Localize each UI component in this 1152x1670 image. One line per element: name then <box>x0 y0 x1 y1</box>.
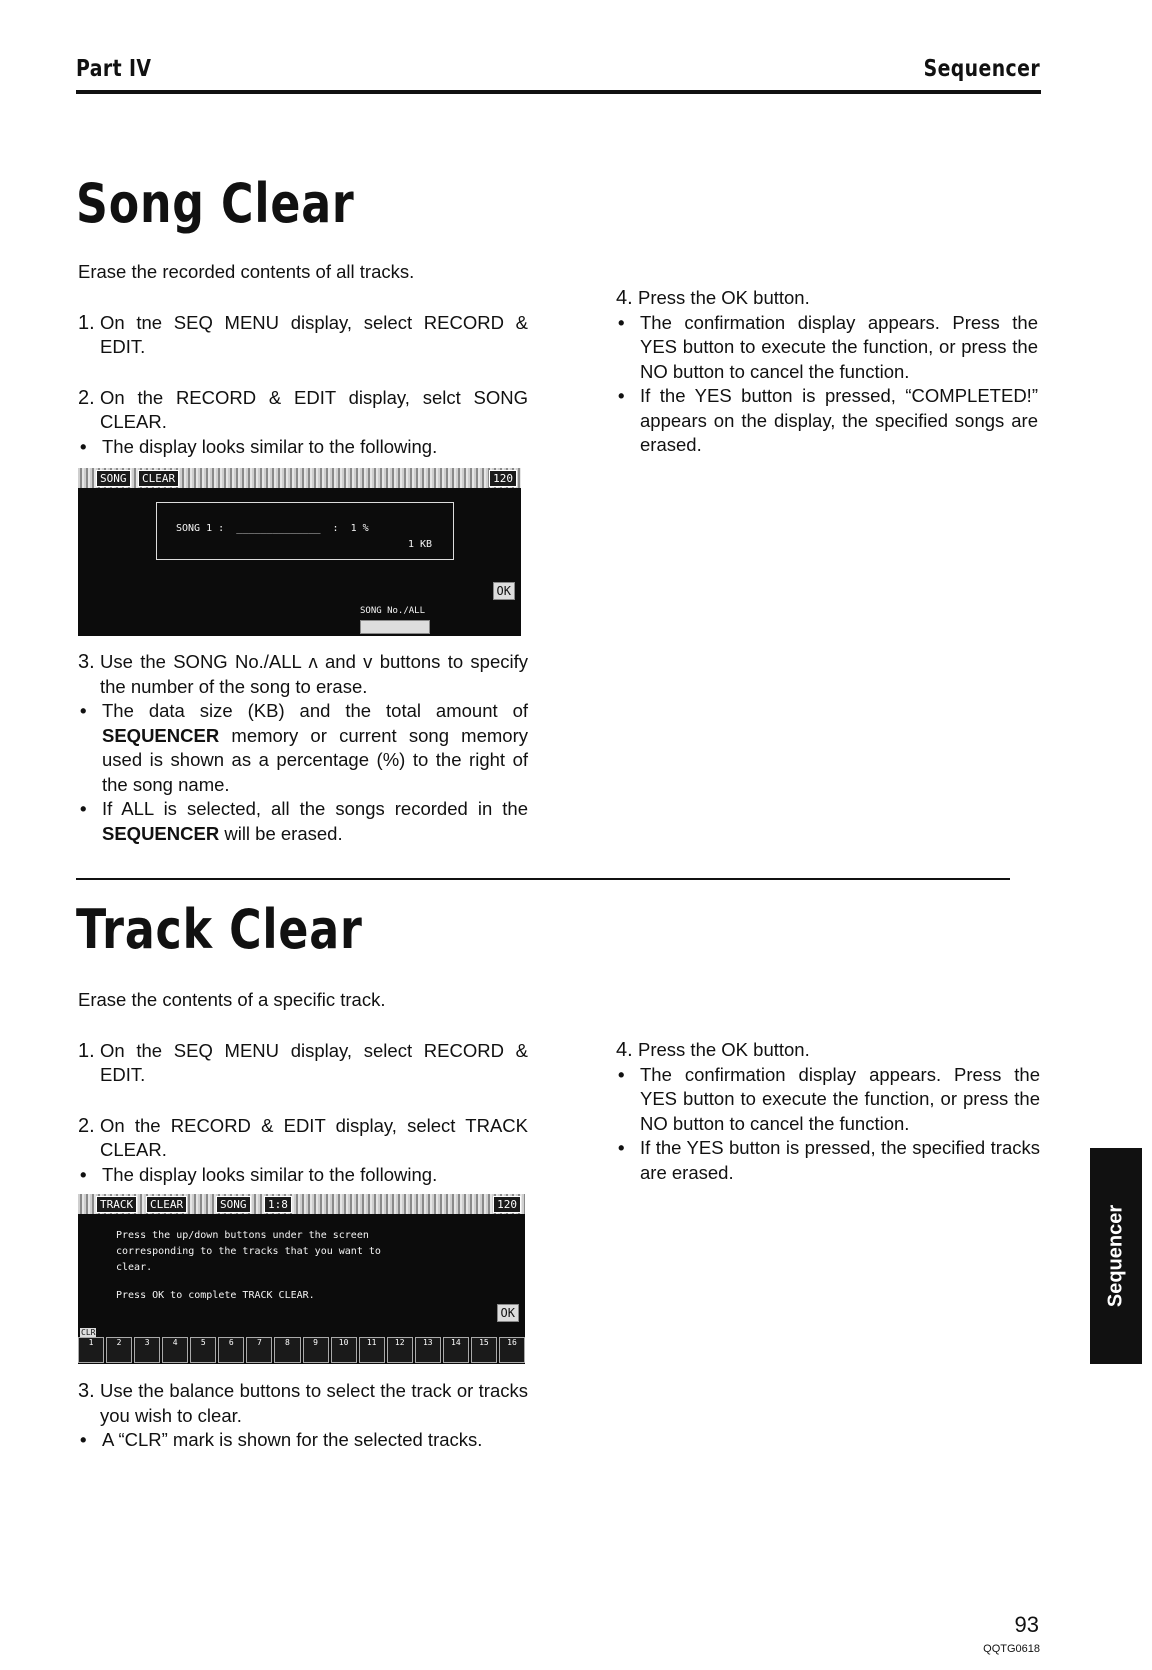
song-clear-title: Song Clear <box>76 172 355 235</box>
step-text: On the SEQ MENU display, select RECORD & EDIT. <box>100 1039 528 1085</box>
bullet-text: The confirmation display appears. Press the YES button to execute the function, or press the NO button to cancel the function. <box>640 311 1038 382</box>
step-text: Press the OK button. <box>638 1039 810 1060</box>
track-clear-title: Track Clear <box>76 898 363 961</box>
song-clear-bullet-confirm <box>616 311 1038 385</box>
bullet-dot: • <box>80 1429 87 1450</box>
track-button[interactable]: 13 <box>415 1337 441 1363</box>
song-clear-screen <box>78 468 521 636</box>
step-text: Press the OK button. <box>638 287 810 308</box>
song-no-all-label: SONG No./ALL <box>360 606 426 616</box>
track-clear-step-2 <box>78 1114 528 1163</box>
bullet-dot: • <box>618 1063 625 1085</box>
bullet-text: A “CLR” mark is shown for the selected tracks. <box>102 1429 483 1450</box>
bullet-text: The display looks similar to the following. <box>102 1163 438 1185</box>
track-clear-left-column-2 <box>78 1379 528 1453</box>
song-line: SONG 1 : ______________ : 1 % <box>176 523 369 534</box>
screen-message-line-3: clear. <box>116 1262 153 1273</box>
track-clear-left-column <box>78 988 528 1187</box>
screen-message-line-2: corresponding to the tracks that you want to <box>116 1246 381 1257</box>
section-divider <box>76 878 1010 880</box>
song-clear-right-column <box>616 286 1038 458</box>
track-button[interactable]: 11 <box>359 1337 385 1363</box>
clr-mark: CLR <box>81 1328 96 1337</box>
song-clear-step-1 <box>78 311 528 360</box>
track-button[interactable]: 10 <box>331 1337 357 1363</box>
sequencer-side-tab <box>1090 1148 1142 1364</box>
track-button[interactable]: 9 <box>303 1337 329 1363</box>
step-text: Use the SONG No./ALL ʌ and v buttons to specify the number of the song to erase. <box>100 651 528 697</box>
header-rule <box>76 90 1041 94</box>
bullet-dot: • <box>80 435 87 457</box>
step-number: 3. <box>78 1380 95 1402</box>
screen-message-line-1: Press the up/down buttons under the screen <box>116 1230 369 1241</box>
track-clear-step-4 <box>616 1038 1040 1063</box>
screen-song-number: 1:8 <box>264 1196 292 1213</box>
screen-ok-button[interactable]: OK <box>493 582 515 600</box>
step-number: 2. <box>78 386 95 409</box>
bullet-text <box>102 797 528 846</box>
screen-tab-clear: CLEAR <box>146 1196 187 1213</box>
page-number: 93 <box>1014 1612 1039 1637</box>
track-clear-screen <box>78 1194 525 1364</box>
track-clear-right-column <box>616 1038 1040 1185</box>
song-clear-display-note <box>78 435 528 460</box>
track-clear-bullet-confirm <box>616 1063 1040 1137</box>
bullet-text: If the YES button is pressed, the specified tracks are erased. <box>640 1137 1040 1183</box>
step-number: 1. <box>78 1039 95 1062</box>
bullet-dot: • <box>618 1137 625 1158</box>
section-label: Sequencer <box>923 56 1040 82</box>
song-size-kb: 1 KB <box>408 539 433 550</box>
screen-corner-value: 120 <box>489 470 517 487</box>
track-button[interactable]: 1 <box>78 1337 104 1363</box>
song-clear-bullet-all <box>78 797 528 846</box>
step-number: 4. <box>616 1039 633 1061</box>
track-button[interactable]: 2 <box>106 1337 132 1363</box>
step-number: 4. <box>616 287 633 309</box>
step-text: Use the balance buttons to select the track or tracks you wish to clear. <box>100 1380 528 1426</box>
bullet-dot: • <box>80 700 87 721</box>
song-clear-step-2 <box>78 386 528 435</box>
track-button[interactable]: 7 <box>246 1337 272 1363</box>
song-clear-step-4 <box>616 286 1038 311</box>
sequencer-bold: SEQUENCER <box>102 724 220 746</box>
side-tab-label: Sequencer <box>1104 1204 1127 1308</box>
song-clear-intro: Erase the recorded contents of all tracks. <box>78 261 415 282</box>
song-clear-bullet-completed <box>616 384 1038 458</box>
screen-tab-clear: CLEAR <box>138 470 179 487</box>
track-button[interactable]: 12 <box>387 1337 413 1363</box>
track-button[interactable]: 16 <box>499 1337 525 1363</box>
bullet-text <box>102 699 528 797</box>
step-number: 2. <box>78 1114 95 1137</box>
document-code: QQTG0618 <box>983 1643 1040 1655</box>
bullet-text: If the YES button is pressed, “COMPLETED!” appears on the display, the specified songs are erased. <box>640 385 1038 455</box>
sequencer-bold: SEQUENCER <box>102 822 220 844</box>
bullet-text-part: will be erased. <box>219 822 343 844</box>
step-number: 1. <box>78 311 95 334</box>
bullet-dot: • <box>618 311 625 333</box>
bullet-dot: • <box>618 385 625 406</box>
bullet-text: The display looks similar to the following. <box>102 435 438 457</box>
screen-ok-button[interactable]: OK <box>497 1304 519 1322</box>
track-button[interactable]: 3 <box>134 1337 160 1363</box>
step-text: On the RECORD & EDIT display, select TRACK CLEAR. <box>100 1114 528 1160</box>
step-number: 3. <box>78 651 95 673</box>
track-button[interactable]: 5 <box>190 1337 216 1363</box>
step-text: On tne SEQ MENU display, select RECORD & EDIT. <box>100 311 528 357</box>
bullet-dot: • <box>80 798 87 819</box>
track-clear-display-note <box>78 1163 528 1188</box>
track-clear-step-3 <box>78 1379 528 1428</box>
bullet-dot: • <box>80 1163 87 1185</box>
track-clear-bullet-clr <box>78 1428 528 1453</box>
song-no-all-button[interactable] <box>360 620 430 634</box>
track-clear-intro: Erase the contents of a specific track. <box>78 989 386 1010</box>
track-button[interactable]: 6 <box>218 1337 244 1363</box>
song-clear-left-column-2 <box>78 650 528 846</box>
track-button[interactable]: 14 <box>443 1337 469 1363</box>
screen-tab-track: TRACK <box>96 1196 137 1213</box>
step-text: On the RECORD & EDIT display, selct SONG CLEAR. <box>100 386 528 432</box>
part-label: Part IV <box>76 56 152 82</box>
track-button[interactable]: 8 <box>274 1337 300 1363</box>
screen-tab-song: SONG <box>216 1196 251 1213</box>
track-clear-bullet-erased <box>616 1136 1040 1185</box>
bullet-text-part: The data size (KB) and the total amount of <box>102 700 528 721</box>
screen-corner-value: 120 <box>493 1196 521 1213</box>
track-buttons-row <box>78 1337 525 1363</box>
bullet-text-part: If ALL is selected, all the songs recorded in the <box>102 798 528 819</box>
track-button[interactable]: 15 <box>471 1337 497 1363</box>
song-clear-step-3 <box>78 650 528 699</box>
screen-message-line-4: Press OK to complete TRACK CLEAR. <box>116 1290 315 1301</box>
track-button[interactable]: 4 <box>162 1337 188 1363</box>
bullet-text-part: memory or current song memory used is shown as a percentage (%) to the right of the song name. <box>102 724 528 795</box>
song-clear-bullet-size <box>78 699 528 797</box>
track-clear-step-1 <box>78 1039 528 1088</box>
screen-tab-song: SONG <box>96 470 131 487</box>
bullet-text: The confirmation display appears. Press the YES button to execute the function, or press the NO button to cancel the function. <box>640 1063 1040 1134</box>
song-clear-left-column <box>78 260 528 459</box>
